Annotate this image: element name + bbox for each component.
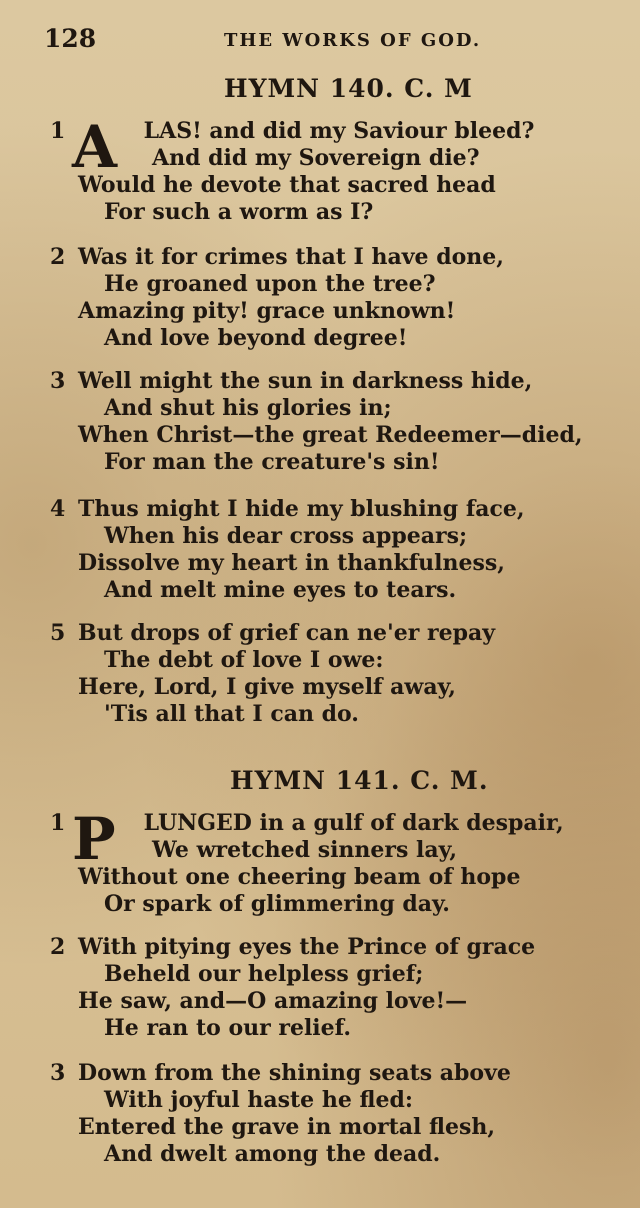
verse: [50, 496, 630, 604]
verse: [50, 620, 630, 728]
verse: [50, 113, 630, 226]
verse-line: With joyful haste he fled:: [104, 1087, 413, 1113]
verse-line: Beheld our helpless grief;: [104, 961, 424, 987]
verse-number: 1: [50, 118, 66, 144]
verse-number: 2: [50, 244, 66, 270]
verse-number: 3: [50, 1060, 66, 1086]
verse-number: 4: [50, 496, 66, 522]
verse: [50, 805, 630, 918]
verse-line: For such a worm as I?: [104, 199, 374, 225]
verse-line: Without one cheering beam of hope: [78, 864, 521, 890]
verse-line: Thus might I hide my blushing face,: [78, 496, 525, 522]
verse-line: The debt of love I owe:: [104, 647, 384, 673]
verse-number: 3: [50, 368, 66, 394]
verse-line: And did my Sovereign die?: [152, 145, 480, 171]
verse-line: Down from the shining seats above: [78, 1060, 511, 1086]
verse-line: Well might the sun in darkness hide,: [78, 368, 533, 394]
verse-line: Dissolve my heart in thankfulness,: [78, 550, 505, 576]
verse-line: Was it for crimes that I have done,: [78, 244, 504, 270]
verse-line: But drops of grief can ne'er repay: [78, 620, 496, 646]
verse-line: And shut his glories in;: [104, 395, 392, 421]
verse-line: We wretched sinners lay,: [152, 837, 458, 863]
hymn-title: HYMN 140. C. M: [224, 74, 473, 103]
verse-number: 5: [50, 620, 66, 646]
verse-line: LAS! and did my Saviour bleed?: [143, 118, 535, 144]
verse-line: With pitying eyes the Prince of grace: [78, 934, 536, 960]
verse-line: And love beyond degree!: [104, 325, 408, 351]
verse-line: When Christ—the great Redeemer—died,: [78, 422, 583, 448]
verse-line: When his dear cross appears;: [104, 523, 468, 549]
verse-line: Here, Lord, I give myself away,: [78, 674, 456, 700]
verse: [50, 1060, 630, 1168]
verse: [50, 934, 630, 1042]
verse-line: And melt mine eyes to tears.: [104, 577, 457, 603]
verse-line: He saw, and—O amazing love!—: [78, 988, 468, 1014]
verse: [50, 244, 630, 352]
verse-line: And dwelt among the dead.: [104, 1141, 441, 1167]
running-head: [44, 24, 610, 58]
verse-line: He ran to our relief.: [104, 1015, 351, 1041]
hymn-title: HYMN 141. C. M.: [230, 766, 489, 795]
running-title: THE WORKS OF GOD.: [224, 30, 482, 51]
drop-cap: A: [72, 113, 118, 181]
drop-cap: P: [72, 805, 116, 873]
verse-number: 1: [50, 810, 66, 836]
verse-line: LUNGED in a gulf of dark despair,: [143, 810, 564, 836]
verse-line: Or spark of glimmering day.: [104, 891, 450, 917]
verse-number: 2: [50, 934, 66, 960]
verse-line: Entered the grave in mortal flesh,: [78, 1114, 496, 1140]
verse-line: 'Tis all that I can do.: [104, 701, 359, 727]
verse-line: For man the creature's sin!: [104, 449, 440, 475]
verse-line: Would he devote that sacred head: [78, 172, 496, 198]
page-number: 128: [44, 24, 97, 53]
verse: [50, 368, 630, 476]
verse-line: He groaned upon the tree?: [104, 271, 436, 297]
verse-line: Amazing pity! grace unknown!: [78, 298, 456, 324]
